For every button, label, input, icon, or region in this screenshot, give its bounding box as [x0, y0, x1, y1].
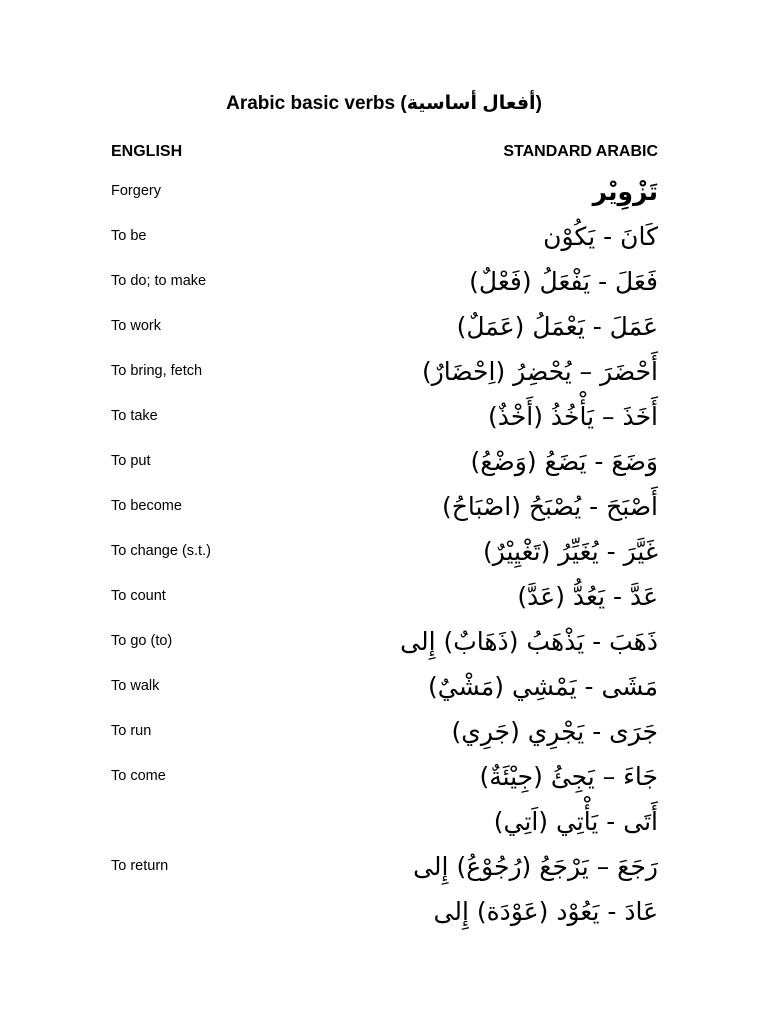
verb-row	[0, 172, 768, 212]
arabic-verb: مَشَى - يَمْشِي (مَشْيٌ)	[428, 672, 658, 701]
arabic-verb: وَضَعَ - يَضَعُ (وَضْعُ)	[470, 447, 658, 476]
arabic-verb: ذَهَبَ - يَذْهَبُ (ذَهَابٌ) إِلى	[400, 627, 658, 656]
verb-row	[0, 847, 768, 887]
english-meaning: To return	[111, 858, 169, 874]
english-meaning: To do; to make	[111, 273, 207, 289]
verb-row	[0, 307, 768, 347]
verb-row	[0, 397, 768, 437]
arabic-verb: رَجَعَ – يَرْجَعُ (رُجُوْعُ) إِلى	[413, 852, 658, 881]
english-meaning: To work	[111, 318, 161, 334]
arabic-verb: أَخَذَ – يَأْخُذُ (أَخْذٌ)	[487, 402, 658, 431]
english-meaning: To count	[111, 588, 166, 604]
arabic-verb: أَحْضَرَ – يُحْضِرُ (اِحْضَارٌ)	[421, 357, 658, 386]
verb-row	[0, 757, 768, 797]
english-meaning: To put	[111, 453, 151, 469]
arabic-verb: عَادَ - يَعُوْد (عَوْدَة) إِلى	[433, 897, 658, 926]
arabic-verb: جَاءَ – يَجِئُ (جِيْئَةٌ)	[479, 762, 658, 791]
english-meaning: To be	[111, 228, 147, 244]
english-meaning: Forgery	[111, 183, 161, 199]
arabic-verb: عَمَلَ - يَعْمَلُ (عَمَلٌ)	[456, 312, 658, 341]
english-meaning: To run	[111, 723, 152, 739]
verb-row	[0, 442, 768, 482]
verb-row	[0, 622, 768, 662]
verb-row	[0, 352, 768, 392]
verb-row	[0, 712, 768, 752]
verb-row	[0, 532, 768, 572]
column-header-arabic: STANDARD ARABIC	[503, 143, 658, 160]
arabic-verb: كَانَ - يَكُوْن	[543, 222, 658, 251]
column-header-english: ENGLISH	[111, 143, 183, 160]
english-meaning: To change (s.t.)	[111, 543, 211, 559]
english-meaning: To come	[111, 768, 166, 784]
english-meaning: To become	[111, 498, 182, 514]
arabic-verb: تَزْوِيْر	[592, 177, 658, 206]
arabic-verb: غَيَّرَ - يُغَيِّرُ (تَغْيِيْرٌ)	[482, 537, 658, 566]
arabic-verb: عَدَّ - يَعُدُّ (عَدَّ)	[517, 582, 658, 611]
english-meaning: To bring, fetch	[111, 363, 203, 379]
arabic-verb: أَصْبَحَ - يُصْبَحُ (اصْبَاحُ)	[441, 492, 658, 521]
verb-row	[0, 487, 768, 527]
verb-row	[0, 262, 768, 302]
english-meaning: To take	[111, 408, 158, 424]
verb-row	[0, 577, 768, 617]
verb-row	[0, 802, 768, 842]
arabic-verb: أَتَى - يَأْتِي (اَتِي)	[493, 807, 658, 836]
english-meaning: To go (to)	[111, 633, 173, 649]
page-title: Arabic basic verbs (أفعال أساسية)	[226, 93, 542, 114]
verb-row	[0, 217, 768, 257]
arabic-verb: فَعَلَ - يَفْعَلُ (فَعْلٌ)	[469, 267, 658, 296]
verb-row	[0, 892, 768, 932]
verb-row	[0, 667, 768, 707]
english-meaning: To walk	[111, 678, 160, 694]
arabic-verb: جَرَى - يَجْرِي (جَرِي)	[451, 717, 658, 746]
